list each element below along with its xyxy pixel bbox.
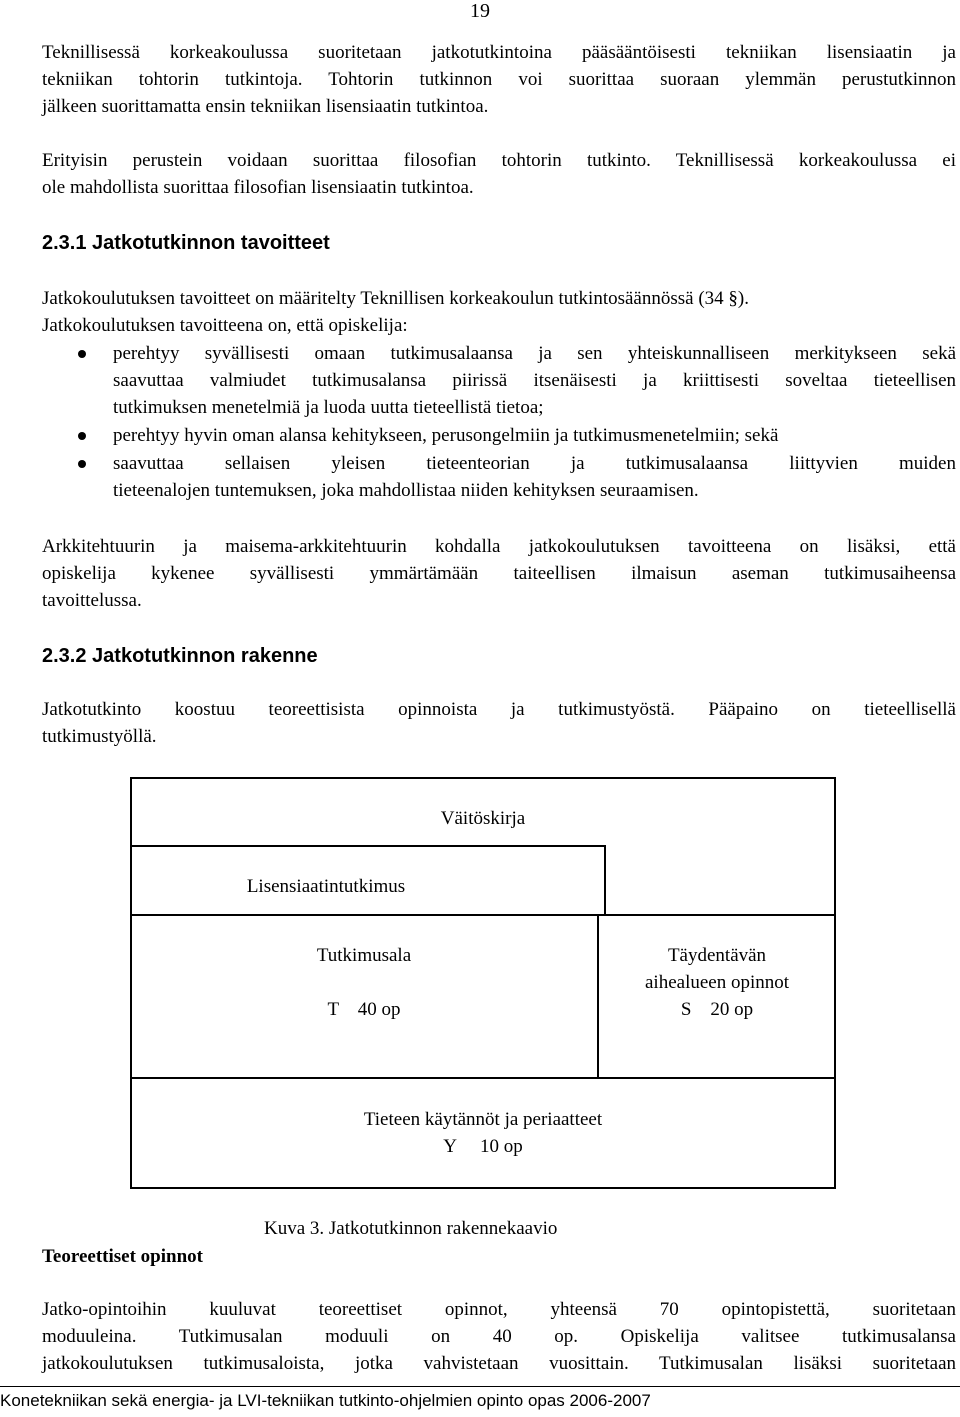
paragraph-line: Erityisin perustein voidaan suorittaa filosofian tohtorin tutkinto. Teknillisessä korkeakoulussa ei	[42, 150, 956, 171]
diagram-research-field-title: Tutkimusala	[316, 945, 412, 966]
diagram-supplementary-title-2: aihealueen opinnot	[644, 972, 790, 993]
diagram-licentiate-right	[604, 845, 606, 915]
bullet-line: tutkimuksen menetelmiä ja luoda uutta tieteellistä tietoa;	[113, 397, 544, 418]
paragraph-line: Jatko-opintoihin kuuluvat teoreettiset opinnot, yhteensä 70 opintopistettä, suoritetaan	[42, 1299, 956, 1320]
diagram-label-dissertation: Väitöskirja	[440, 808, 526, 829]
bullet-line: tieteenalojen tuntemuksen, joka mahdollistaa niiden kehityksen seuraamisen.	[113, 480, 699, 501]
paragraph-line: Teknillisessä korkeakoulussa suoritetaan jatkotutkintoina pääsääntöisesti tekniikan lisensiaatin ja	[42, 42, 956, 63]
paragraph-line: tekniikan tohtorin tutkintoja. Tohtorin tutkinnon voi suorittaa suoraan ylemmän perustutkinnon	[42, 69, 956, 90]
paragraph-line: Jatkokoulutuksen tavoitteet on määritelty Teknillisen korkeakoulun tutkintosäännössä (34 §).	[42, 288, 749, 309]
bullet-icon	[78, 432, 86, 440]
diagram-outer-bottom	[130, 1187, 836, 1189]
footer-rule	[0, 1386, 960, 1387]
bullet-line: saavuttaa valmiudet tutkimusalansa piirissä itsenäisesti ja kriittisesti soveltaa tieteellisen	[113, 370, 956, 391]
diagram-supplementary-title-1: Täydentävän	[667, 945, 767, 966]
subheading-theory: Teoreettiset opinnot	[42, 1246, 203, 1267]
diagram-research-field-credits: T 40 op	[327, 999, 401, 1020]
diagram-licentiate-top	[130, 845, 606, 847]
paragraph-line: tutkimustyöllä.	[42, 726, 157, 747]
diagram-outer-top	[130, 777, 836, 779]
bullet-icon	[78, 460, 86, 468]
paragraph-line: tavoittelussa.	[42, 590, 142, 611]
diagram-practices-title: Tieteen käytännöt ja periaatteet	[363, 1109, 603, 1130]
bullet-icon	[78, 350, 86, 358]
diagram-row-top	[130, 914, 836, 916]
figure-caption: Kuva 3. Jatkotutkinnon rakennekaavio	[264, 1218, 558, 1239]
bullet-line: perehtyy hyvin oman alansa kehitykseen, perusongelmiin ja tutkimusmenetelmiin; sekä	[113, 425, 779, 446]
diagram-label-licentiate: Lisensiaatintutkimus	[246, 876, 406, 897]
diagram-practices-credits: Y 10 op	[443, 1136, 523, 1157]
diagram-outer-left	[130, 777, 132, 1189]
paragraph-line: jatkokoulutuksen tutkimusaloista, jotka vahvistetaan vuosittain. Tutkimusalan lisäksi suoritetaan	[42, 1353, 956, 1374]
diagram-supplementary-credits: S 20 op	[680, 999, 754, 1020]
diagram-row-bottom	[130, 1077, 836, 1079]
paragraph-line: Arkkitehtuurin ja maisema-arkkitehtuurin kohdalla jatkokoulutuksen tavoitteena on lisäksi, että	[42, 536, 956, 557]
paragraph-line: opiskelija kykenee syvällisesti ymmärtämään taiteellisen ilmaisun aseman tutkimusaiheensa	[42, 563, 956, 584]
page-number: 19	[470, 0, 490, 22]
paragraph-line: jälkeen suorittamatta ensin tekniikan lisensiaatin tutkintoa.	[42, 96, 489, 117]
section-heading-2-3-2: 2.3.2 Jatkotutkinnon rakenne	[42, 645, 318, 667]
footer-text: Konetekniikan sekä energia- ja LVI-tekniikan tutkinto-ohjelmien opinto opas 2006-2007	[0, 1391, 651, 1410]
paragraph-line: Jatkokoulutuksen tavoitteena on, että opiskelija:	[42, 315, 408, 336]
section-heading-2-3-1: 2.3.1 Jatkotutkinnon tavoitteet	[42, 232, 330, 254]
paragraph-line: Jatkotutkinto koostuu teoreettisista opinnoista ja tutkimustyöstä. Pääpaino on tieteellisellä	[42, 699, 956, 720]
bullet-line: perehtyy syvällisesti omaan tutkimusalaansa ja sen yhteiskunnalliseen merkitykseen sekä	[113, 343, 956, 364]
paragraph-line: ole mahdollista suorittaa filosofian lisensiaatin tutkintoa.	[42, 177, 474, 198]
paragraph-line: moduuleina. Tutkimusalan moduuli on 40 op. Opiskelija valitsee tutkimusalansa	[42, 1326, 956, 1347]
bullet-line: saavuttaa sellaisen yleisen tieteenteorian ja tutkimusalaansa liittyvien muiden	[113, 453, 956, 474]
